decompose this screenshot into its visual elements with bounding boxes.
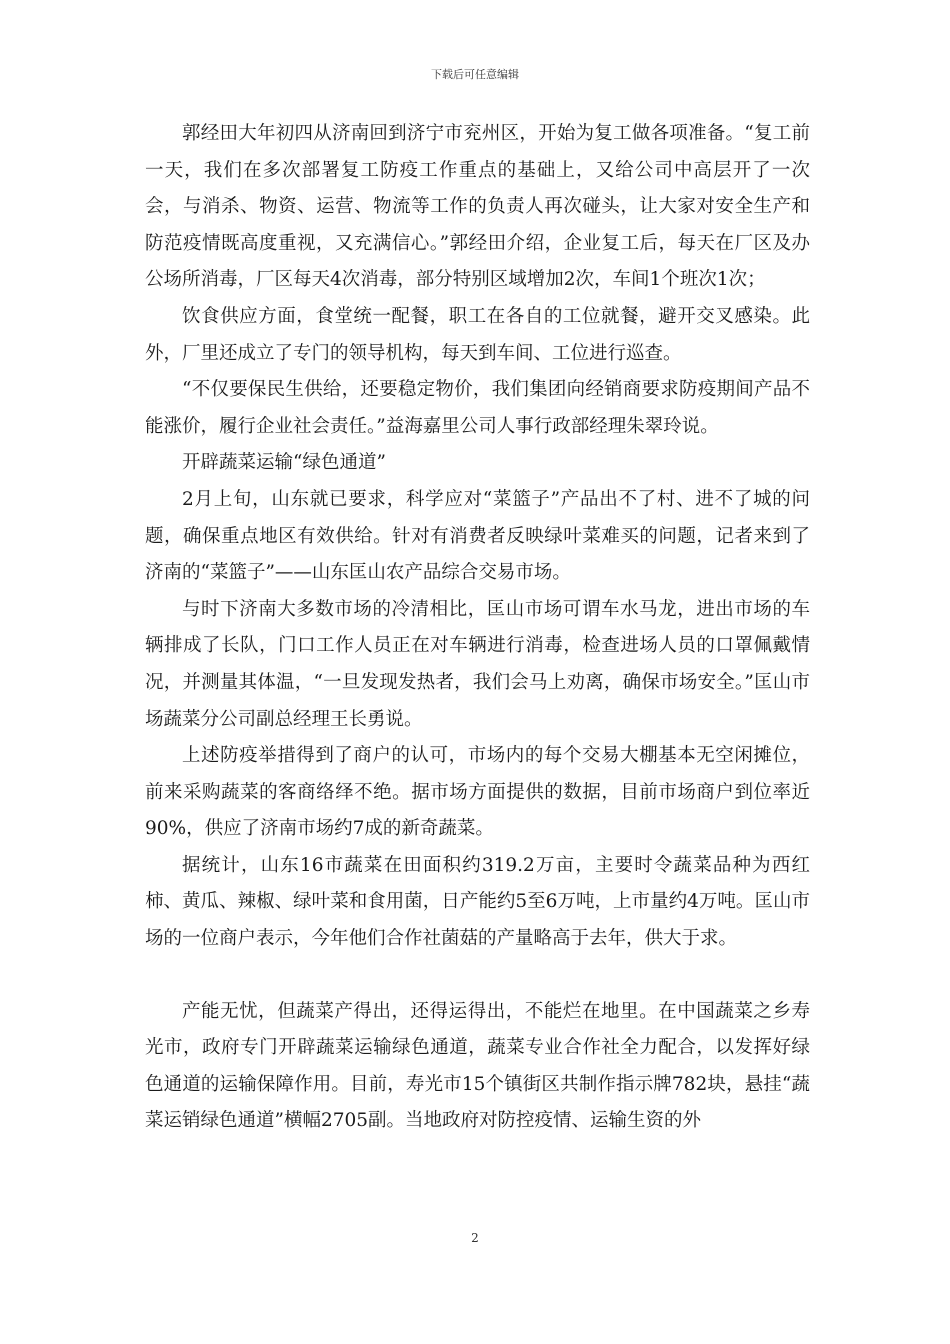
- paragraph: 饮食供应方面，食堂统一配餐，职工在各自的工位就餐，避开交叉感染。此外，厂里还成立了专门的领导机构，每天到车间、工位进行巡查。: [145, 305, 810, 364]
- paragraph: 2月上旬，山东就已要求，科学应对“菜篮子”产品出不了村、进不了城的问题，确保重点地区有效供给。针对有消费者反映绿叶菜难买的问题，记者来到了济南的“菜篮子”——山东匡山农产品综合交易市场。: [145, 488, 810, 584]
- document-body: [145, 116, 810, 1140]
- paragraph: “不仅要保民生供给，还要稳定物价，我们集团向经销商要求防疫期间产品不能涨价，履行企业社会责任。”益海嘉里公司人事行政部经理朱翠玲说。: [145, 379, 810, 437]
- paragraph: 产能无忧，但蔬菜产得出，还得运得出，不能烂在地里。在中国蔬菜之乡寿光市，政府专门开辟蔬菜运输绿色通道，蔬菜专业合作社全力配合，以发挥好绿色通道的运输保障作用。目前，寿光市15个镇街区共制作指示牌782块，悬挂“蔬菜运销绿色通道”横幅2705副。当地政府对防控疫情、运输生资的外: [145, 1000, 810, 1132]
- paragraph: 上述防疫举措得到了商户的认可，市场内的每个交易大棚基本无空闲摊位，前来采购蔬菜的客商络绎不绝。据市场方面提供的数据，目前市场商户到位率近90%，供应了济南市场约7成的新奇蔬菜。: [145, 745, 810, 840]
- page-header: 下载后可任意编辑: [431, 68, 519, 81]
- paragraph: 与时下济南大多数市场的冷清相比，匡山市场可谓车水马龙，进出市场的车辆排成了长队，门口工作人员正在对车辆进行消毒，检查进场人员的口罩佩戴情况，并测量其体温，“一旦发现发热者，我们会马上劝离，确保市场安全。”匡山市场蔬菜分公司副总经理王长勇说。: [145, 598, 810, 730]
- section-heading: 开辟蔬菜运输“绿色通道”: [182, 452, 386, 474]
- paragraph: 据统计，山东16市蔬菜在田面积约319.2万亩，主要时令蔬菜品种为西红柿、黄瓜、辣椒、绿叶菜和食用菌，日产能约5至6万吨，上市量约4万吨。匡山市场的一位商户表示，今年他们合作社菌菇的产量略高于去年，供大于求。: [145, 854, 810, 950]
- paragraph: 郭经田大年初四从济南回到济宁市兖州区，开始为复工做各项准备。“复工前一天，我们在多次部署复工防疫工作重点的基础上，又给公司中高层开了一次会，与消杀、物资、运营、物流等工作的负责人再次碰头，让大家对安全生产和防范疫情既高度重视，又充满信心。”郭经田介绍，企业复工后，每天在厂区及办公场所消毒，厂区每天4次消毒，部分特别区域增加2次，车间1个班次1次；: [145, 123, 810, 291]
- page-number: 2: [471, 1231, 479, 1245]
